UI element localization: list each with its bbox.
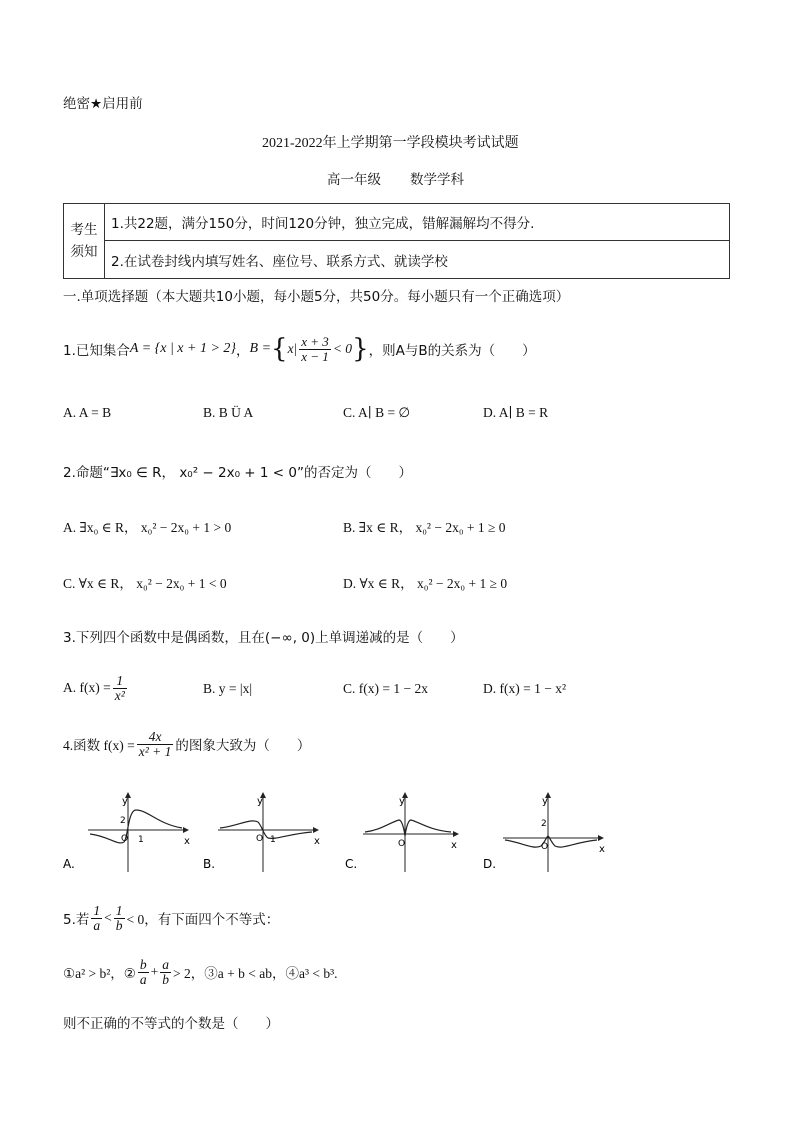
notice-item-2: 2.在试卷封线内填写姓名、座位号、联系方式、就读学校 [105, 241, 730, 279]
svg-text:O: O [121, 834, 129, 844]
svg-text:y: y [399, 796, 405, 807]
notice-item-1: 1.共22题，满分150分，时间120分钟，独立完成，错解漏解均不得分. [105, 204, 730, 241]
graph-c-label: C. [345, 857, 358, 871]
graph-a [88, 792, 190, 872]
svg-text:O: O [398, 839, 406, 849]
q2-option-b: B. ∃x ∈ R， x₀² − 2x₀ + 1 ≥ 0 [343, 520, 506, 535]
svg-text:2: 2 [541, 819, 547, 829]
svg-text:x: x [314, 836, 320, 847]
svg-text:y: y [122, 796, 128, 807]
secret-mark: 绝密★启用前 [63, 96, 143, 112]
question-5-inequalities: ①a² > b²，② $\frac{b}{a}$ + $\frac{a}{b}$ > 2，③a + b < ab，④a³ < b³. [63, 956, 338, 987]
svg-text:y: y [257, 796, 263, 807]
svg-text:y: y [542, 796, 548, 807]
graph-d [503, 792, 605, 872]
q3-option-d: D. f(x) = 1 − x² [483, 681, 567, 696]
svg-text:1: 1 [138, 835, 144, 845]
exam-title: 2021-2022年上学期第一学段模块考试试题 [262, 136, 519, 151]
q1-option-d: D. A∣ B = R [483, 405, 549, 420]
graph-c [363, 792, 459, 872]
notice-table [63, 203, 730, 279]
question-4-stem: 4.函数 f(x) = $\frac{4x}{\text{x² + 1}}$ 的图象大致为（ ） [63, 728, 311, 759]
q2-option-a: A. ∃x₀ ∈ R， x₀² − 2x₀ + 1 > 0 [63, 520, 232, 535]
graph-b [218, 792, 320, 872]
subject-label: 数学学科 [410, 172, 464, 188]
section-heading: 一.单项选择题（本大题共10小题，每小题5分，共50分。每小题只有一个正确选项） [63, 289, 570, 305]
grade-label: 高一年级 [327, 172, 381, 188]
question-5-ask: 则不正确的不等式的个数是（ ） [63, 1016, 279, 1032]
svg-text:1: 1 [270, 835, 276, 845]
q3-option-c: C. f(x) = 1 − 2x [343, 681, 428, 696]
q3-option-b: B. y = |x| [203, 681, 253, 696]
q2-option-d: D. ∀x ∈ R， x₀² − 2x₀ + 1 ≥ 0 [343, 576, 508, 591]
notice-label: 考生 须知 [64, 204, 105, 279]
question-3-stem: 3.下列四个函数中是偶函数，且在(−∞, 0)上单调递减的是（ ） [63, 630, 464, 646]
q3-option-a: A. f(x) = $\frac{1}{\text{x²}}$ [63, 672, 125, 703]
q1-option-c: C. A∣ B = ∅ [343, 405, 411, 420]
svg-text:x: x [599, 844, 605, 855]
q2-option-c: C. ∀x ∈ R， x₀² − 2x₀ + 1 < 0 [63, 576, 227, 591]
svg-text:O: O [256, 834, 264, 844]
graph-a-label: A. [63, 857, 75, 871]
svg-text:x: x [184, 836, 190, 847]
svg-text:O: O [541, 842, 549, 852]
svg-text:2: 2 [120, 816, 126, 826]
question-1-stem: 1.已知集合 A = {x | x + 1 > 2} ， B = { x| $\frac{x + 3}{x - 1}$ < 0 } ，则A与B的关系为（ ） [63, 333, 536, 364]
graph-d-label: D. [483, 857, 497, 871]
q4-graphs [63, 790, 623, 880]
question-5-stem: 5.若 $\frac{1}{a}$ < $\frac{1}{b}$ < 0，有下面四个不等式： [63, 902, 280, 933]
question-2-stem: 2.命题“∃x₀ ∈ R， x₀² − 2x₀ + 1 < 0”的否定为（ ） [63, 465, 412, 481]
graph-b-label: B. [203, 857, 216, 871]
q1-option-a: A. A = B [63, 405, 112, 420]
svg-text:x: x [451, 840, 457, 851]
q1-option-b: B. B Ü A [203, 405, 254, 420]
